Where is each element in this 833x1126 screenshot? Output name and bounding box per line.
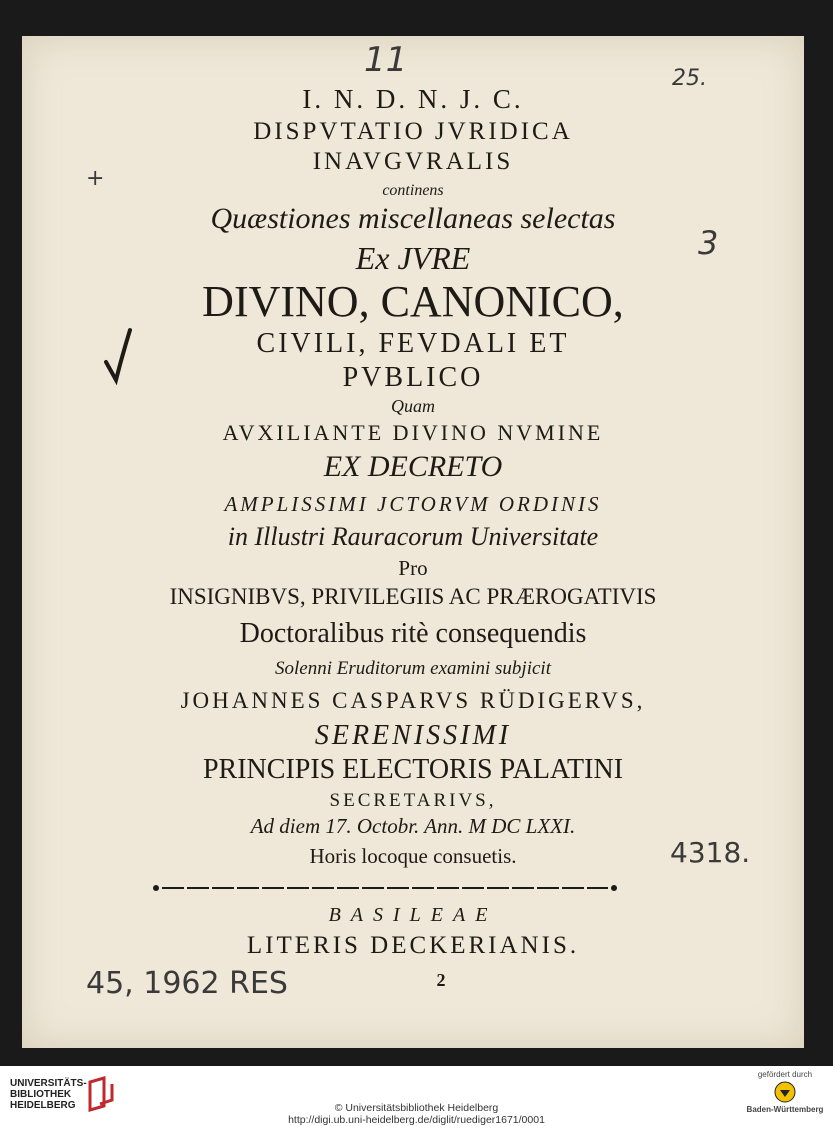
handwritten-top-right: 25. — [672, 66, 707, 91]
sponsor-label: gefördert durch — [757, 1070, 813, 1079]
subject-line: Quæstiones miscellaneas selectas — [210, 202, 616, 235]
state-coat-of-arms-icon — [774, 1081, 796, 1103]
insignibus-line: INSIGNIBVS, PRIVILEGIIS AC PRÆROGATIVIS — [169, 584, 657, 609]
sponsor — [745, 1070, 825, 1114]
examini-line: Solenni Eruditorum examini subjicit — [274, 658, 551, 679]
horis-line: Horis locoque consuetis. — [309, 844, 517, 868]
doctoralibus-line: Doctoralibus ritè consequendis — [239, 618, 587, 649]
principis-line: PRINCIPIS ELECTORIS PALATINI — [202, 754, 624, 785]
handwritten-top-mark: 11 — [364, 40, 408, 80]
publico-line: PVBLICO — [342, 362, 484, 393]
civili-line: CIVILI, FEVDALI ET — [256, 328, 570, 359]
library-name-line: UNIVERSITÄTS- — [10, 1078, 87, 1089]
author-line: JOHANNES CASPARVS RÜDIGERVS, — [180, 688, 646, 713]
decreto-line: EX DECRETO — [323, 450, 503, 483]
title-line-1: DISPVTATIO JVRIDICA — [253, 118, 573, 145]
title-page — [22, 36, 804, 1048]
continens-line: continens — [382, 182, 444, 199]
shelfmark: 45, 1962 RES — [86, 966, 288, 1001]
signature-mark: 2 — [436, 970, 446, 990]
library-name-line: BIBLIOTHEK — [10, 1089, 72, 1100]
handwritten-left-mark: + — [86, 166, 105, 191]
divino-line: DIVINO, CANONICO, — [202, 277, 624, 326]
serenissimi-line: SERENISSIMI — [314, 720, 512, 751]
invocation-line: I. N. D. N. J. C. — [302, 84, 524, 114]
ornamental-divider — [150, 884, 620, 892]
date-line: Ad diem 17. Octobr. Ann. M DC LXXI. — [250, 814, 576, 838]
handwritten-right-number: 4318. — [670, 836, 751, 869]
title-line-2: INAVGVRALIS — [312, 148, 514, 175]
auxiliante-line: AVXILIANTE DIVINO NVMINE — [222, 420, 604, 445]
universitate-line: in Illustri Rauracorum Universitate — [227, 522, 599, 551]
handwritten-right-mark: 3 — [698, 224, 719, 262]
ordinis-line: AMPLISSIMI JCTORVM ORDINIS — [224, 492, 602, 516]
copyright-text: © Universitätsbibliothek Heidelberg — [334, 1102, 499, 1114]
permalink[interactable]: http://digi.ub.uni-heidelberg.de/diglit/ruediger1671/0001 — [288, 1114, 545, 1126]
quam-line: Quam — [391, 396, 435, 416]
checkmark-icon — [102, 326, 142, 386]
printer-line: LITERIS DECKERIANIS. — [246, 932, 580, 959]
library-name-line: HEIDELBERG — [10, 1100, 76, 1111]
footer — [0, 1066, 833, 1126]
ex-jure-line: Ex JVRE — [355, 240, 471, 276]
pro-line: Pro — [398, 556, 428, 580]
secretarius-line: SECRETARIVS, — [329, 790, 497, 811]
sponsor-name: Baden-Württemberg — [746, 1105, 824, 1114]
place-line: BASILEAE — [328, 904, 498, 926]
